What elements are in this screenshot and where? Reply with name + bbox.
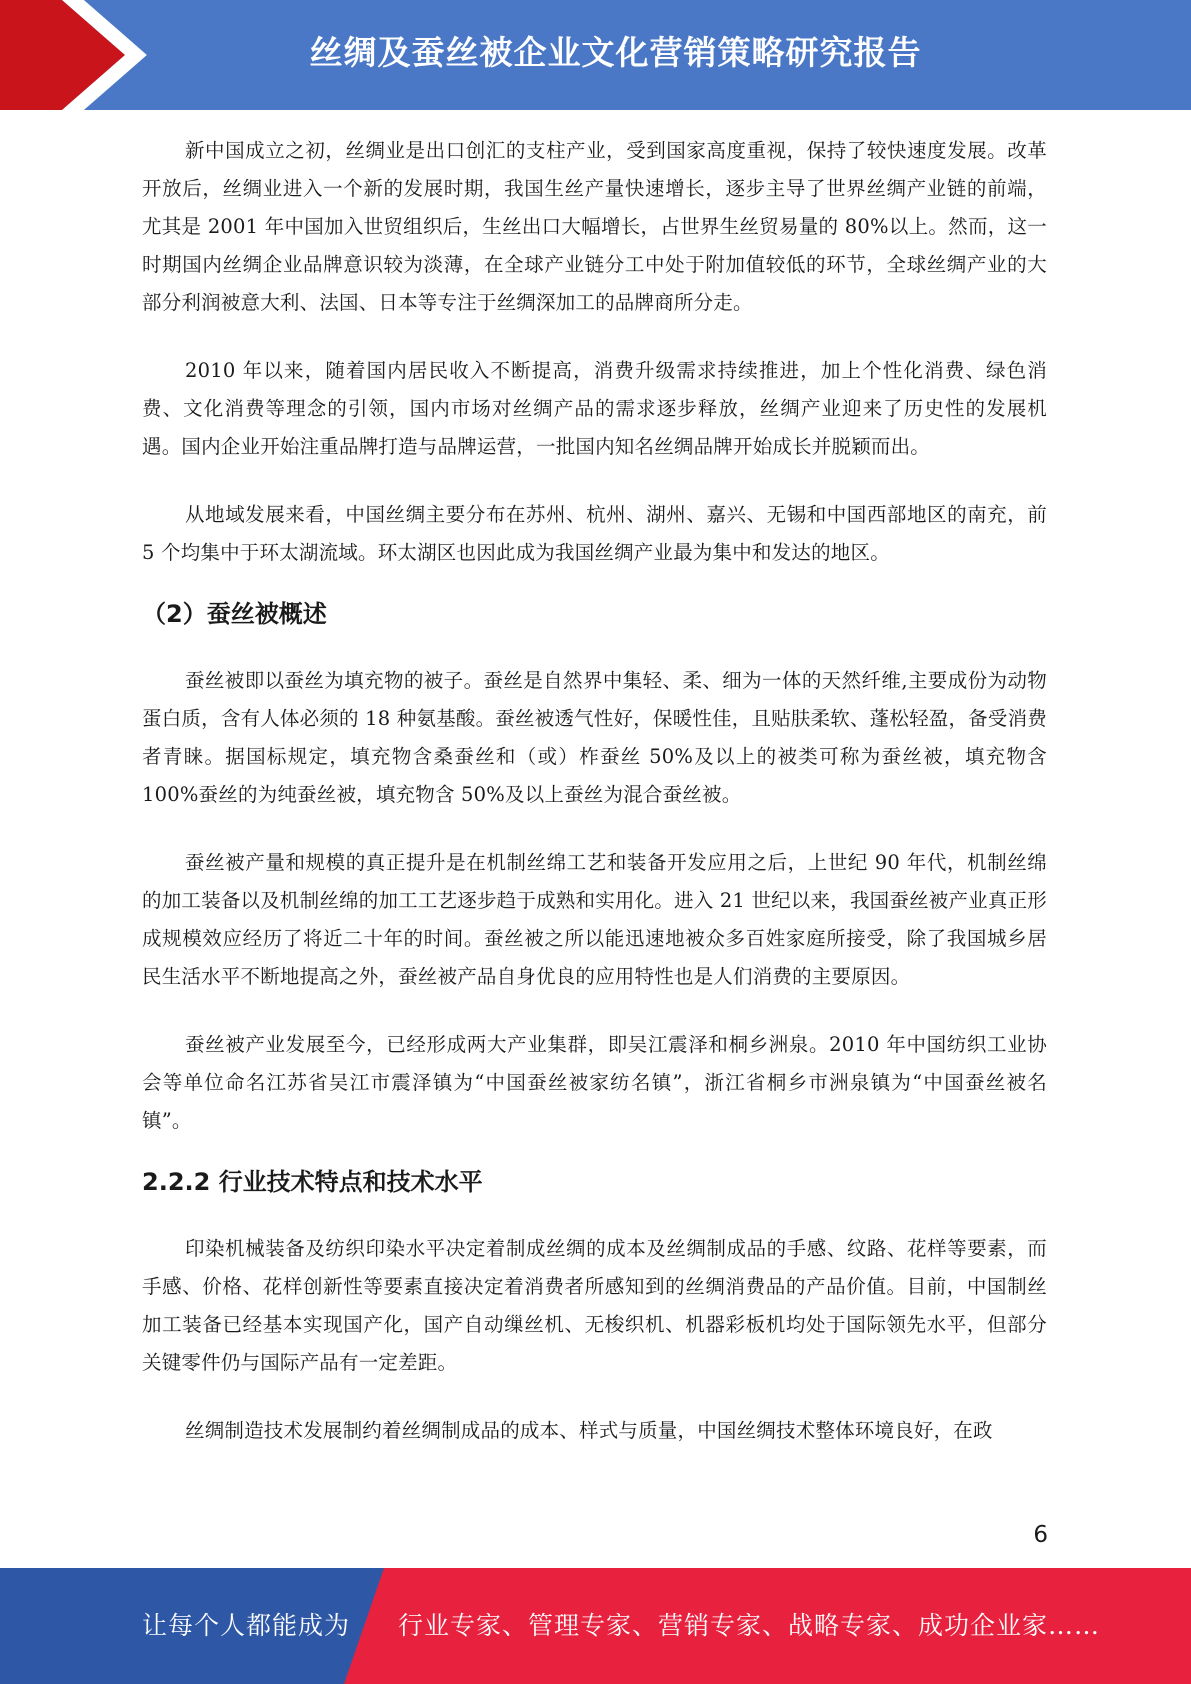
report-title: 丝绸及蚕丝被企业文化营销策略研究报告 — [309, 33, 922, 72]
paragraph: 蚕丝被产业发展至今，已经形成两大产业集群，即吴江震泽和桐乡洲泉。2010 年中国纺织工业协会等单位命名江苏省吴江市震泽镇为“中国蚕丝被家纺名镇”，浙江省桐乡市洲泉镇为“中国蚕丝被名镇”。 — [142, 1033, 1047, 1132]
paragraph: 蚕丝被即以蚕丝为填充物的被子。蚕丝是自然界中集轻、柔、细为一体的天然纤维,主要成份为动物蛋白质，含有人体必须的 18 种氨基酸。蚕丝被透气性好，保暖性佳，且贴肤柔软、蓬松轻盈，备受消费者青睐。据国标规定，填充物含桑蚕丝和（或）柞蚕丝 50%及以上的被类可称为蚕丝被，填充物含 100%蚕丝的为纯蚕丝被，填充物含 50%及以上蚕丝为混合蚕丝被。 — [142, 669, 1047, 806]
page-number: 6 — [1033, 1522, 1048, 1548]
paragraph: 从地域发展来看，中国丝绸主要分布在苏州、杭州、湖州、嘉兴、无锡和中国西部地区的南充，前 5 个均集中于环太湖流域。环太湖区也因此成为我国丝绸产业最为集中和发达的地区。 — [142, 503, 1047, 564]
section-heading: （2）蚕丝被概述 — [142, 600, 327, 628]
page-header — [0, 0, 1191, 110]
paragraph: 印染机械装备及纺织印染水平决定着制成丝绸的成本及丝绸制成品的手感、纹路、花样等要素，而手感、价格、花样创新性等要素直接决定着消费者所感知到的丝绸消费品的产品价值。目前，中国制丝加工装备已经基本实现国产化，国产自动缫丝机、无梭织机、机器彩板机均处于国际领先水平，但部分关键零件仍与国际产品有一定差距。 — [142, 1237, 1047, 1374]
footer-slogan-right: 行业专家、管理专家、营销专家、战略专家、成功企业家…… — [398, 1611, 1101, 1640]
paragraph: 2010 年以来，随着国内居民收入不断提高，消费升级需求持续推进，加上个性化消费、绿色消费、文化消费等理念的引领，国内市场对丝绸产品的需求逐步释放，丝绸产业迎来了历史性的发展机遇。国内企业开始注重品牌打造与品牌运营，一批国内知名丝绸品牌开始成长并脱颖而出。 — [142, 359, 1047, 458]
page-footer — [0, 1568, 1191, 1684]
paragraph: 丝绸制造技术发展制约着丝绸制成品的成本、样式与质量，中国丝绸技术整体环境良好，在政 — [185, 1419, 993, 1442]
footer-slogan-left: 让每个人都能成为 — [142, 1611, 351, 1640]
header-arrow-decoration — [0, 0, 160, 110]
paragraph: 蚕丝被产量和规模的真正提升是在机制丝绵工艺和装备开发应用之后，上世纪 90 年代，机制丝绵的加工装备以及机制丝绵的加工工艺逐步趋于成熟和实用化。进入 21 世纪以来，我国蚕丝被产业真正形成规模效应经历了将近二十年的时间。蚕丝被之所以能迅速地被众多百姓家庭所接受，除了我国城乡居民生活水平不断地提高之外，蚕丝被产品自身优良的应用特性也是人们消费的主要原因。 — [142, 851, 1047, 988]
section-heading: 2.2.2 行业技术特点和技术水平 — [142, 1168, 483, 1196]
paragraph: 新中国成立之初，丝绸业是出口创汇的支柱产业，受到国家高度重视，保持了较快速度发展。改革开放后，丝绸业进入一个新的发展时期，我国生丝产量快速增长，逐步主导了世界丝绸产业链的前端，尤其是 2001 年中国加入世贸组织后，生丝出口大幅增长，占世界生丝贸易量的 80%以上。然而，这一时期国内丝绸企业品牌意识较为淡薄，在全球产业链分工中处于附加值较低的环节，全球丝绸产业的大部分利润被意大利、法国、日本等专注于丝绸深加工的品牌商所分走。 — [142, 139, 1047, 314]
document-body — [142, 132, 1047, 1450]
